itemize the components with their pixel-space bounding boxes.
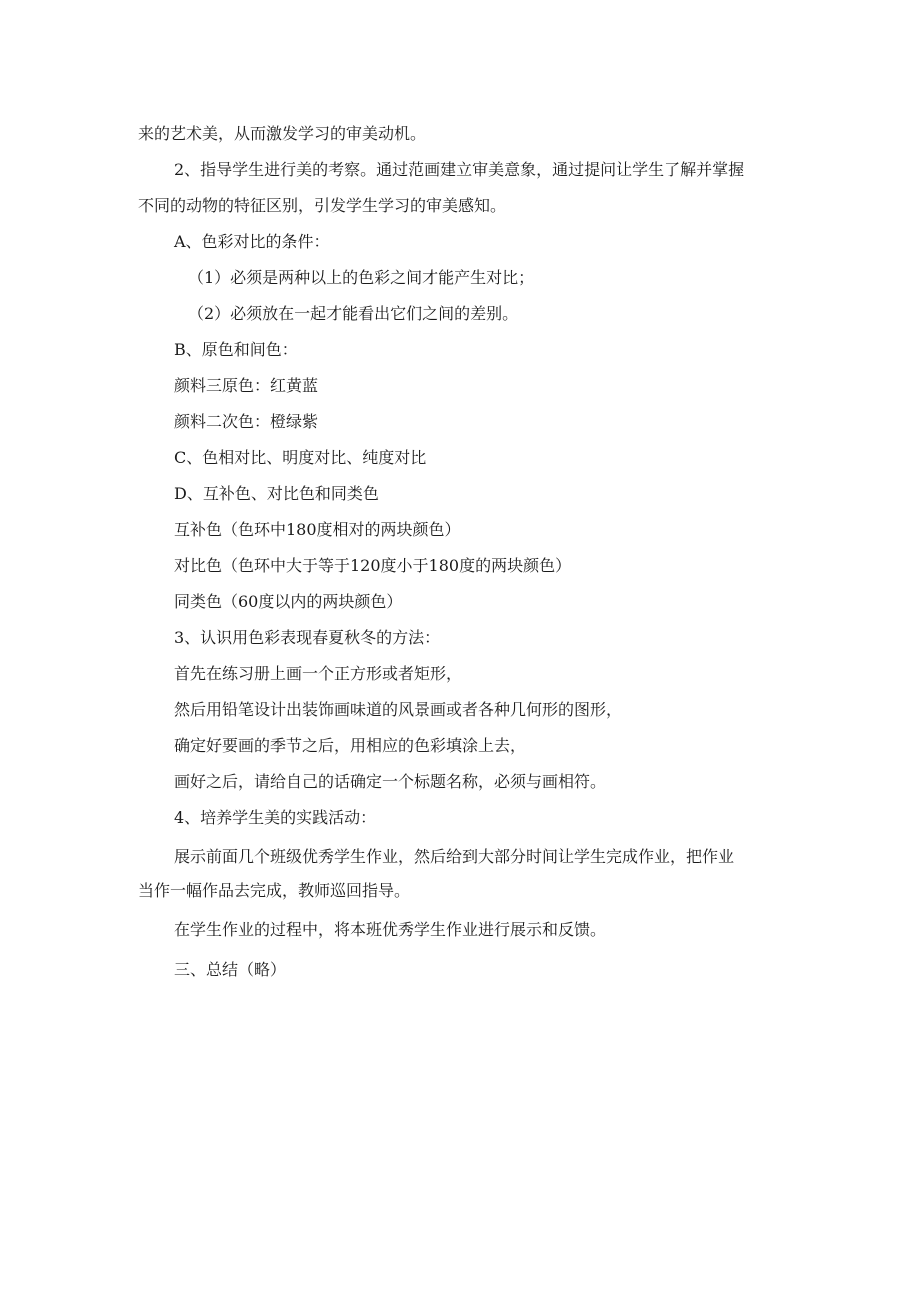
text-line: 确定好要画的季节之后，用相应的色彩填涂上去， (174, 736, 527, 755)
text-line: 颜料二次色：橙绿紫 (174, 412, 319, 431)
text-line: D、互补色、对比色和同类色 (174, 484, 379, 503)
text-line: 互补色（色环中180度相对的两块颜色） (174, 520, 461, 539)
text-line: 画好之后，请给自己的话确定一个标题名称，必须与画相符。 (174, 772, 607, 791)
text-line: 3、认识用色彩表现春夏秋冬的方法： (174, 628, 441, 647)
text-line: 同类色（60度以内的两块颜色） (174, 592, 403, 611)
text-line: A、色彩对比的条件： (174, 232, 330, 251)
text-line: C、色相对比、明度对比、纯度对比 (174, 448, 427, 467)
text-line: 首先在练习册上画一个正方形或者矩形， (174, 664, 463, 683)
text-line: （2）必须放在一起才能看出它们之间的差别。 (188, 304, 519, 323)
text-line: 2、指导学生进行美的考察。通过范画建立审美意象，通过提问让学生了解并掌握 (174, 160, 745, 179)
text-line: 来的艺术美，从而激发学习的审美动机。 (138, 124, 427, 143)
text-line: 颜料三原色：红黄蓝 (174, 376, 319, 395)
text-line: 展示前面几个班级优秀学生作业，然后给到大部分时间让学生完成作业，把作业 (174, 847, 735, 866)
text-line: 三、总结（略） (174, 960, 287, 979)
text-line: 在学生作业的过程中，将本班优秀学生作业进行展示和反馈。 (174, 920, 607, 939)
text-line: 不同的动物的特征区别，引发学生学习的审美感知。 (138, 196, 507, 215)
text-line: 4、培养学生美的实践活动： (174, 808, 377, 827)
text-line: 然后用铅笔设计出装饰画味道的风景画或者各种几何形的图形， (174, 700, 623, 719)
text-line: 当作一幅作品去完成，教师巡回指导。 (138, 881, 411, 900)
text-line: B、原色和间色： (174, 340, 298, 359)
text-line: 对比色（色环中大于等于120度小于180度的两块颜色） (174, 556, 572, 575)
text-line: （1）必须是两种以上的色彩之间才能产生对比； (188, 268, 535, 287)
